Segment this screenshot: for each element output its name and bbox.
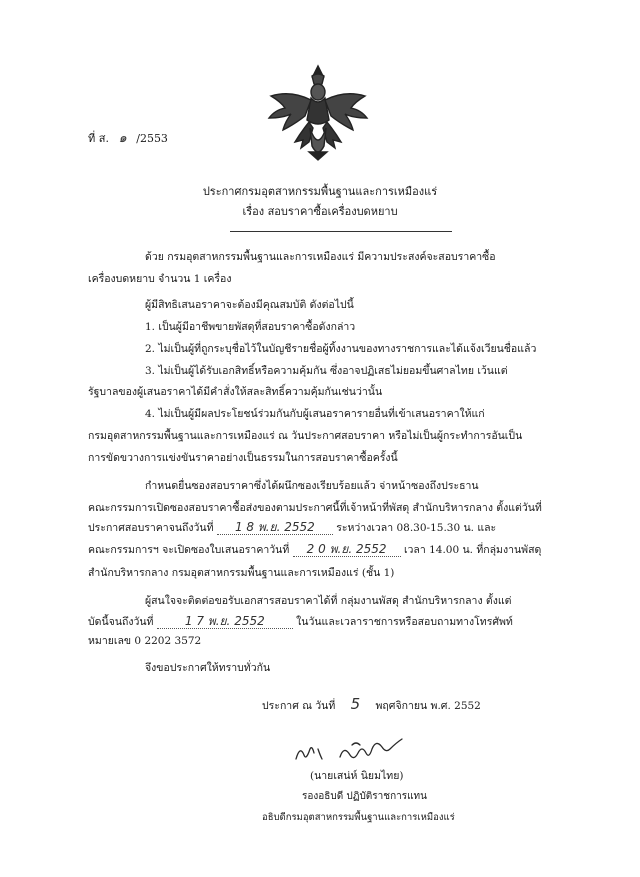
announcement-month-year: พฤศจิกายน พ.ศ. 2552 [375,700,481,712]
handwritten-signature-icon [292,737,424,765]
submission-deadline-date: 1 8 พ.ย. 2552 [217,520,333,535]
qualification-item-3: 3. ไม่เป็นผู้ได้รับเอกสิทธิ์หรือความคุ้มกัน ซึ่งอาจปฏิเสธไม่ยอมขึ้นศาลไทย เว้นแต่ [145,365,508,377]
signatory-position-2: อธิบดีกรมอุตสาหกรรมพื้นฐานและการเหมืองแร่ [262,812,455,823]
contact-hours-phone: ในวันและเวลาราชการหรือสอบถามทางโทรศัพท์ [296,616,513,628]
schedule-line-2: คณะกรรมการเปิดซองสอบราคาซื้อส่งของตามประกาศนี้ที่เจ้าหน้าที่พัสดุ สำนักบริหารกลาง ตั้งแต่วันที่ [88,502,542,514]
signatory-position-1: รองอธิบดี ปฏิบัติราชการแทน [302,791,427,802]
announcement-title: ประกาศกรมอุตสาหกรรมพื้นฐานและการเหมืองแร่ [202,185,438,198]
submission-deadline-label: ประกาศสอบราคาจนถึงวันที่ [88,522,214,534]
opening-date: 2 0 พ.ย. 2552 [293,542,401,557]
intro-line-1: ด้วย กรมอุตสาหกรรมพื้นฐานและการเหมืองแร่ มีความประสงค์จะสอบราคาซื้อ [145,251,496,263]
qualification-item-4-continued-1: กรมอุตสาหกรรมพื้นฐานและการเหมืองแร่ ณ วันประกาศสอบราคา หรือไม่เป็นผู้กระทำการอันเป็น [88,430,523,442]
qualification-item-4-continued-2: การขัดขวางการแข่งขันราคาอย่างเป็นธรรมในการสอบราคาซื้อครั้งนี้ [88,452,398,464]
reference-year: /2553 [136,132,168,145]
garuda-emblem-icon [263,62,373,162]
schedule-line-1: กำหนดยื่นซองสอบราคาซึ่งได้ผนึกซองเรียบร้อยแล้ว จ่าหน้าซองถึงประธาน [145,480,479,492]
reference-prefix: ที่ ส. [88,132,109,145]
reference-number-handwritten: ๑ [118,131,127,146]
signatory-name: (นายเสน่ห์ นิยมไทย) [310,770,404,782]
schedule-line-5: สำนักบริหารกลาง กรมอุตสาหกรรมพื้นฐานและการเหมืองแร่ (ชั้น 1) [88,567,395,579]
contact-line-2 [88,614,513,629]
qualification-item-4: 4. ไม่เป็นผู้มีผลประโยชน์ร่วมกันกับผู้เสนอราคารายอื่นที่เข้าเสนอราคาให้แก่ [145,408,485,420]
opening-time-location: เวลา 14.00 น. ที่กลุ่มงานพัสดุ [403,544,542,556]
announcement-date [262,697,481,713]
contact-phone-number: หมายเลข 0 2202 3572 [88,635,202,647]
intro-line-2: เครื่องบดหยาบ จำนวน 1 เครื่อง [88,273,232,285]
announcement-date-label: ประกาศ ณ วันที่ [262,700,336,712]
announcement-day-handwritten: 5 [350,695,361,713]
closing-announcement: จึงขอประกาศให้ทราบทั่วกัน [145,662,271,674]
document-deadline-date: 1 7 พ.ย. 2552 [157,614,293,629]
contact-line-1: ผู้สนใจจะติดต่อขอรับเอกสารสอบราคาได้ที่ กลุ่มงานพัสดุ สำนักบริหารกลาง ตั้งแต่ [145,595,512,607]
submission-hours: ระหว่างเวลา 08.30-15.30 น. และ [336,522,497,534]
reference-number [88,127,168,148]
title-divider [230,231,452,232]
schedule-line-3 [88,520,496,535]
qualifications-heading: ผู้มีสิทธิเสนอราคาจะต้องมีคุณสมบัติ ดังต่อไปนี้ [145,299,354,311]
opening-date-label: คณะกรรมการฯ จะเปิดซองใบเสนอราคาวันที่ [88,544,290,556]
qualification-item-1: 1. เป็นผู้มีอาชีพขายพัสดุที่สอบราคาซื้อดังกล่าว [145,321,356,333]
document-deadline-label: บัดนี้จนถึงวันที่ [88,616,154,628]
qualification-item-2: 2. ไม่เป็นผู้ที่ถูกระบุชื่อไว้ในบัญชีรายชื่อผู้ทิ้งงานของทางราชการและได้แจ้งเวียนชื่อแล้ว [145,343,537,355]
announcement-subject: เรื่อง สอบราคาซื้อเครื่องบดหยาบ [242,205,398,218]
qualification-item-3-continued: รัฐบาลของผู้เสนอราคาได้มีคำสั่งให้สละสิทธิ์ความคุ้มกันเช่นว่านั้น [88,386,383,398]
schedule-line-4 [88,542,541,557]
